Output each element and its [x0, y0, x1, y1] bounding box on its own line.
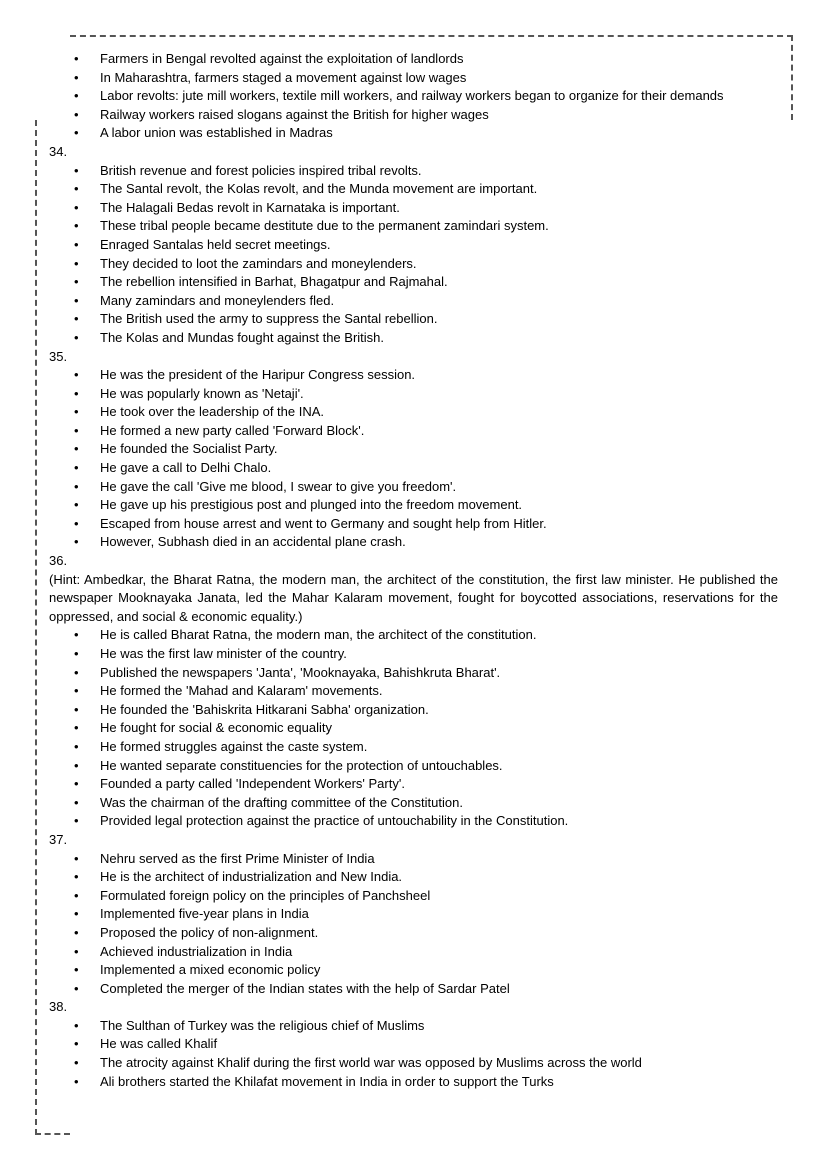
bullet-list-continued — [49, 50, 778, 143]
list-item: • He gave a call to Delhi Chalo. — [49, 459, 778, 478]
list-item: • They decided to loot the zamindars and moneylenders. — [49, 255, 778, 274]
list-item: • In Maharashtra, farmers staged a movement against low wages — [49, 69, 778, 88]
list-item: • Founded a party called 'Independent Workers' Party'. — [49, 775, 778, 794]
list-item: • He was the president of the Haripur Congress session. — [49, 366, 778, 385]
bullet-list-35 — [49, 366, 778, 552]
bullet-list-36 — [49, 626, 778, 831]
list-item: • He was called Khalif — [49, 1035, 778, 1054]
list-item: • The Halagali Bedas revolt in Karnataka is important. — [49, 199, 778, 218]
list-item: • Ali brothers started the Khilafat movement in India in order to support the Turks — [49, 1073, 778, 1092]
list-item: • Formulated foreign policy on the principles of Panchsheel — [49, 887, 778, 906]
question-number: 37. — [49, 831, 68, 847]
list-item: • He is called Bharat Ratna, the modern man, the architect of the constitution. — [49, 626, 778, 645]
list-item: • He formed a new party called 'Forward Block'. — [49, 422, 778, 441]
list-item: • He founded the 'Bahiskrita Hitkarani Sabha' organization. — [49, 701, 778, 720]
list-item: • The Santal revolt, the Kolas revolt, and the Munda movement are important. — [49, 180, 778, 199]
list-item: • He was the first law minister of the country. — [49, 645, 778, 664]
question-number: 38. — [49, 999, 68, 1015]
list-item: • These tribal people became destitute due to the permanent zamindari system. — [49, 217, 778, 236]
list-item: • However, Subhash died in an accidental plane crash. — [49, 533, 778, 552]
list-item: • The Sulthan of Turkey was the religious chief of Muslims — [49, 1017, 778, 1036]
list-item: • The Kolas and Mundas fought against the British. — [49, 329, 778, 348]
list-item: • He formed the 'Mahad and Kalaram' movements. — [49, 682, 778, 701]
list-item: • Labor revolts: jute mill workers, textile mill workers, and railway workers began to organize for their demands — [49, 87, 778, 106]
list-item: • The rebellion intensified in Barhat, Bhagatpur and Rajmahal. — [49, 273, 778, 292]
list-item: • He fought for social & economic equality — [49, 719, 778, 738]
list-item: • British revenue and forest policies inspired tribal revolts. — [49, 162, 778, 181]
question-number: 34. — [49, 143, 68, 159]
page-border-right — [791, 35, 793, 120]
list-item: • He formed struggles against the caste system. — [49, 738, 778, 757]
list-item: • He wanted separate constituencies for the protection of untouchables. — [49, 757, 778, 776]
bullet-list-37 — [49, 850, 778, 999]
page-border-bottom — [35, 1133, 70, 1135]
list-item: • Completed the merger of the Indian states with the help of Sardar Patel — [49, 980, 778, 999]
page-border-top — [70, 35, 793, 37]
list-item: • The British used the army to suppress the Santal rebellion. — [49, 310, 778, 329]
list-item: • He is the architect of industrialization and New India. — [49, 868, 778, 887]
list-item: • Was the chairman of the drafting committee of the Constitution. — [49, 794, 778, 813]
list-item: • Provided legal protection against the practice of untouchability in the Constitution. — [49, 812, 778, 831]
list-item: • He took over the leadership of the INA. — [49, 403, 778, 422]
page-border-left — [35, 120, 37, 1135]
bullet-list-34 — [49, 162, 778, 348]
question-number: 35. — [49, 348, 68, 364]
list-item: • Railway workers raised slogans against the British for higher wages — [49, 106, 778, 125]
list-item: • He founded the Socialist Party. — [49, 440, 778, 459]
hint-paragraph: (Hint: Ambedkar, the Bharat Ratna, the modern man, the architect of the constitution, the first law minister. He published the newspaper Mooknayaka Janata, led the Mahar Kalaram movement, fought for boycotted associations, reservations for the oppressed, and social & economic equality.) — [49, 571, 778, 624]
list-item: • The atrocity against Khalif during the first world war was opposed by Muslims across the world — [49, 1054, 778, 1073]
list-item: • Implemented five-year plans in India — [49, 905, 778, 924]
list-item: • Nehru served as the first Prime Minister of India — [49, 850, 778, 869]
answer-content — [49, 50, 778, 1091]
bullet-list-38 — [49, 1017, 778, 1091]
list-item: • Many zamindars and moneylenders fled. — [49, 292, 778, 311]
list-item: • Enraged Santalas held secret meetings. — [49, 236, 778, 255]
list-item: • Farmers in Bengal revolted against the exploitation of landlords — [49, 50, 778, 69]
question-number: 36. — [49, 553, 68, 569]
list-item: • He was popularly known as 'Netaji'. — [49, 385, 778, 404]
list-item: • Achieved industrialization in India — [49, 943, 778, 962]
list-item: • Published the newspapers 'Janta', 'Mooknayaka, Bahishkruta Bharat'. — [49, 664, 778, 683]
list-item: • Proposed the policy of non-alignment. — [49, 924, 778, 943]
list-item: • A labor union was established in Madras — [49, 124, 778, 143]
list-item: • Implemented a mixed economic policy — [49, 961, 778, 980]
list-item: • Escaped from house arrest and went to Germany and sought help from Hitler. — [49, 515, 778, 534]
list-item: • He gave the call 'Give me blood, I swear to give you freedom'. — [49, 478, 778, 497]
list-item: • He gave up his prestigious post and plunged into the freedom movement. — [49, 496, 778, 515]
